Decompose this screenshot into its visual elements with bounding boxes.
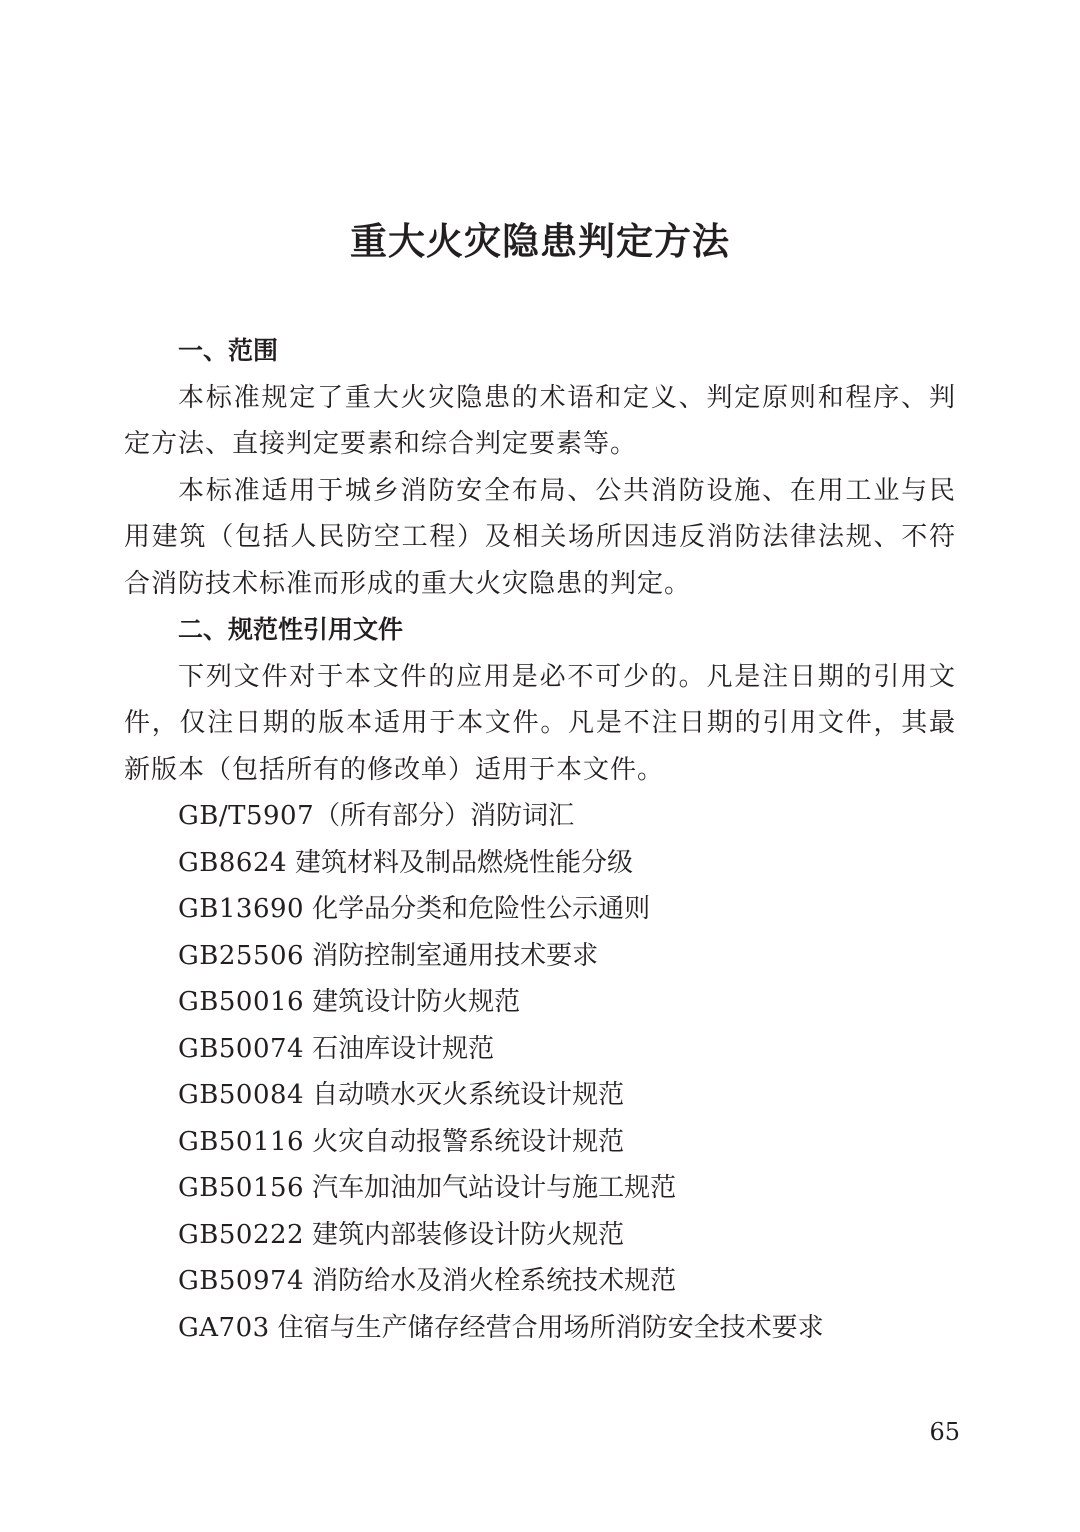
reference-code: GB50156: [178, 1173, 305, 1203]
reference-name: 住宿与生产储存经营合用场所消防安全技术要求: [277, 1312, 824, 1343]
reference-list: [124, 793, 956, 1351]
reference-code: GB13690: [178, 894, 305, 924]
reference-item: [124, 1072, 956, 1119]
reference-code: GB50084: [178, 1080, 305, 1110]
reference-item: [124, 793, 956, 840]
section-heading: 一、范围: [178, 336, 279, 365]
reference-item: [124, 1305, 956, 1352]
reference-item: [124, 1119, 956, 1166]
paragraph: 本标准规定了重大火灾隐患的术语和定义、判定原则和程序、判定方法、直接判定要素和综合判定要素等。: [124, 382, 956, 459]
reference-code: GB50116: [178, 1126, 305, 1157]
reference-code: GB25506: [178, 940, 305, 971]
reference-code: GB50074: [178, 1033, 305, 1064]
reference-name: 自动喷水灭火系统设计规范: [312, 1080, 625, 1110]
reference-code: GB50974: [178, 1266, 305, 1296]
reference-item: [124, 1165, 956, 1212]
reference-item: [124, 979, 956, 1026]
reference-name: 火灾自动报警系统设计规范: [312, 1126, 625, 1157]
paragraph: 下列文件对于本文件的应用是必不可少的。凡是注日期的引用文件，仅注日期的版本适用于本文件。凡是不注日期的引用文件，其最新版本（包括所有的修改单）适用于本文件。: [124, 661, 956, 785]
document-body: [124, 328, 956, 1351]
reference-code: GA703: [178, 1312, 270, 1343]
reference-code: GB8624: [178, 847, 288, 878]
reference-name: 建筑内部装修设计防火规范: [312, 1219, 625, 1250]
reference-name: 建筑材料及制品燃烧性能分级: [295, 847, 634, 878]
reference-code: GB/T5907: [178, 801, 315, 831]
reference-item: [124, 1258, 956, 1305]
section-scope: [124, 328, 956, 607]
reference-item: [124, 1026, 956, 1073]
paragraph: 本标准适用于城乡消防安全布局、公共消防设施、在用工业与民用建筑（包括人民防空工程）及相关场所因违反消防法律法规、不符合消防技术标准而形成的重大火灾隐患的判定。: [124, 475, 956, 599]
page-number: 65: [929, 1418, 960, 1446]
page-title: 重大火灾隐患判定方法: [350, 220, 730, 263]
reference-name: （所有部分）消防词汇: [314, 801, 575, 831]
reference-item: [124, 886, 956, 933]
reference-name: 消防控制室通用技术要求: [312, 940, 599, 971]
reference-name: 石油库设计规范: [312, 1033, 495, 1064]
reference-code: GB50222: [178, 1219, 305, 1250]
reference-item: [124, 933, 956, 980]
reference-item: [124, 1212, 956, 1259]
reference-item: [124, 840, 956, 887]
reference-name: 建筑设计防火规范: [312, 987, 521, 1017]
reference-name: 化学品分类和危险性公示通则: [312, 894, 651, 924]
section-normative-references: [124, 607, 956, 1351]
reference-name: 汽车加油加气站设计与施工规范: [312, 1173, 677, 1203]
reference-code: GB50016: [178, 987, 305, 1017]
section-heading: 二、规范性引用文件: [178, 615, 404, 644]
reference-name: 消防给水及消火栓系统技术规范: [312, 1266, 677, 1296]
